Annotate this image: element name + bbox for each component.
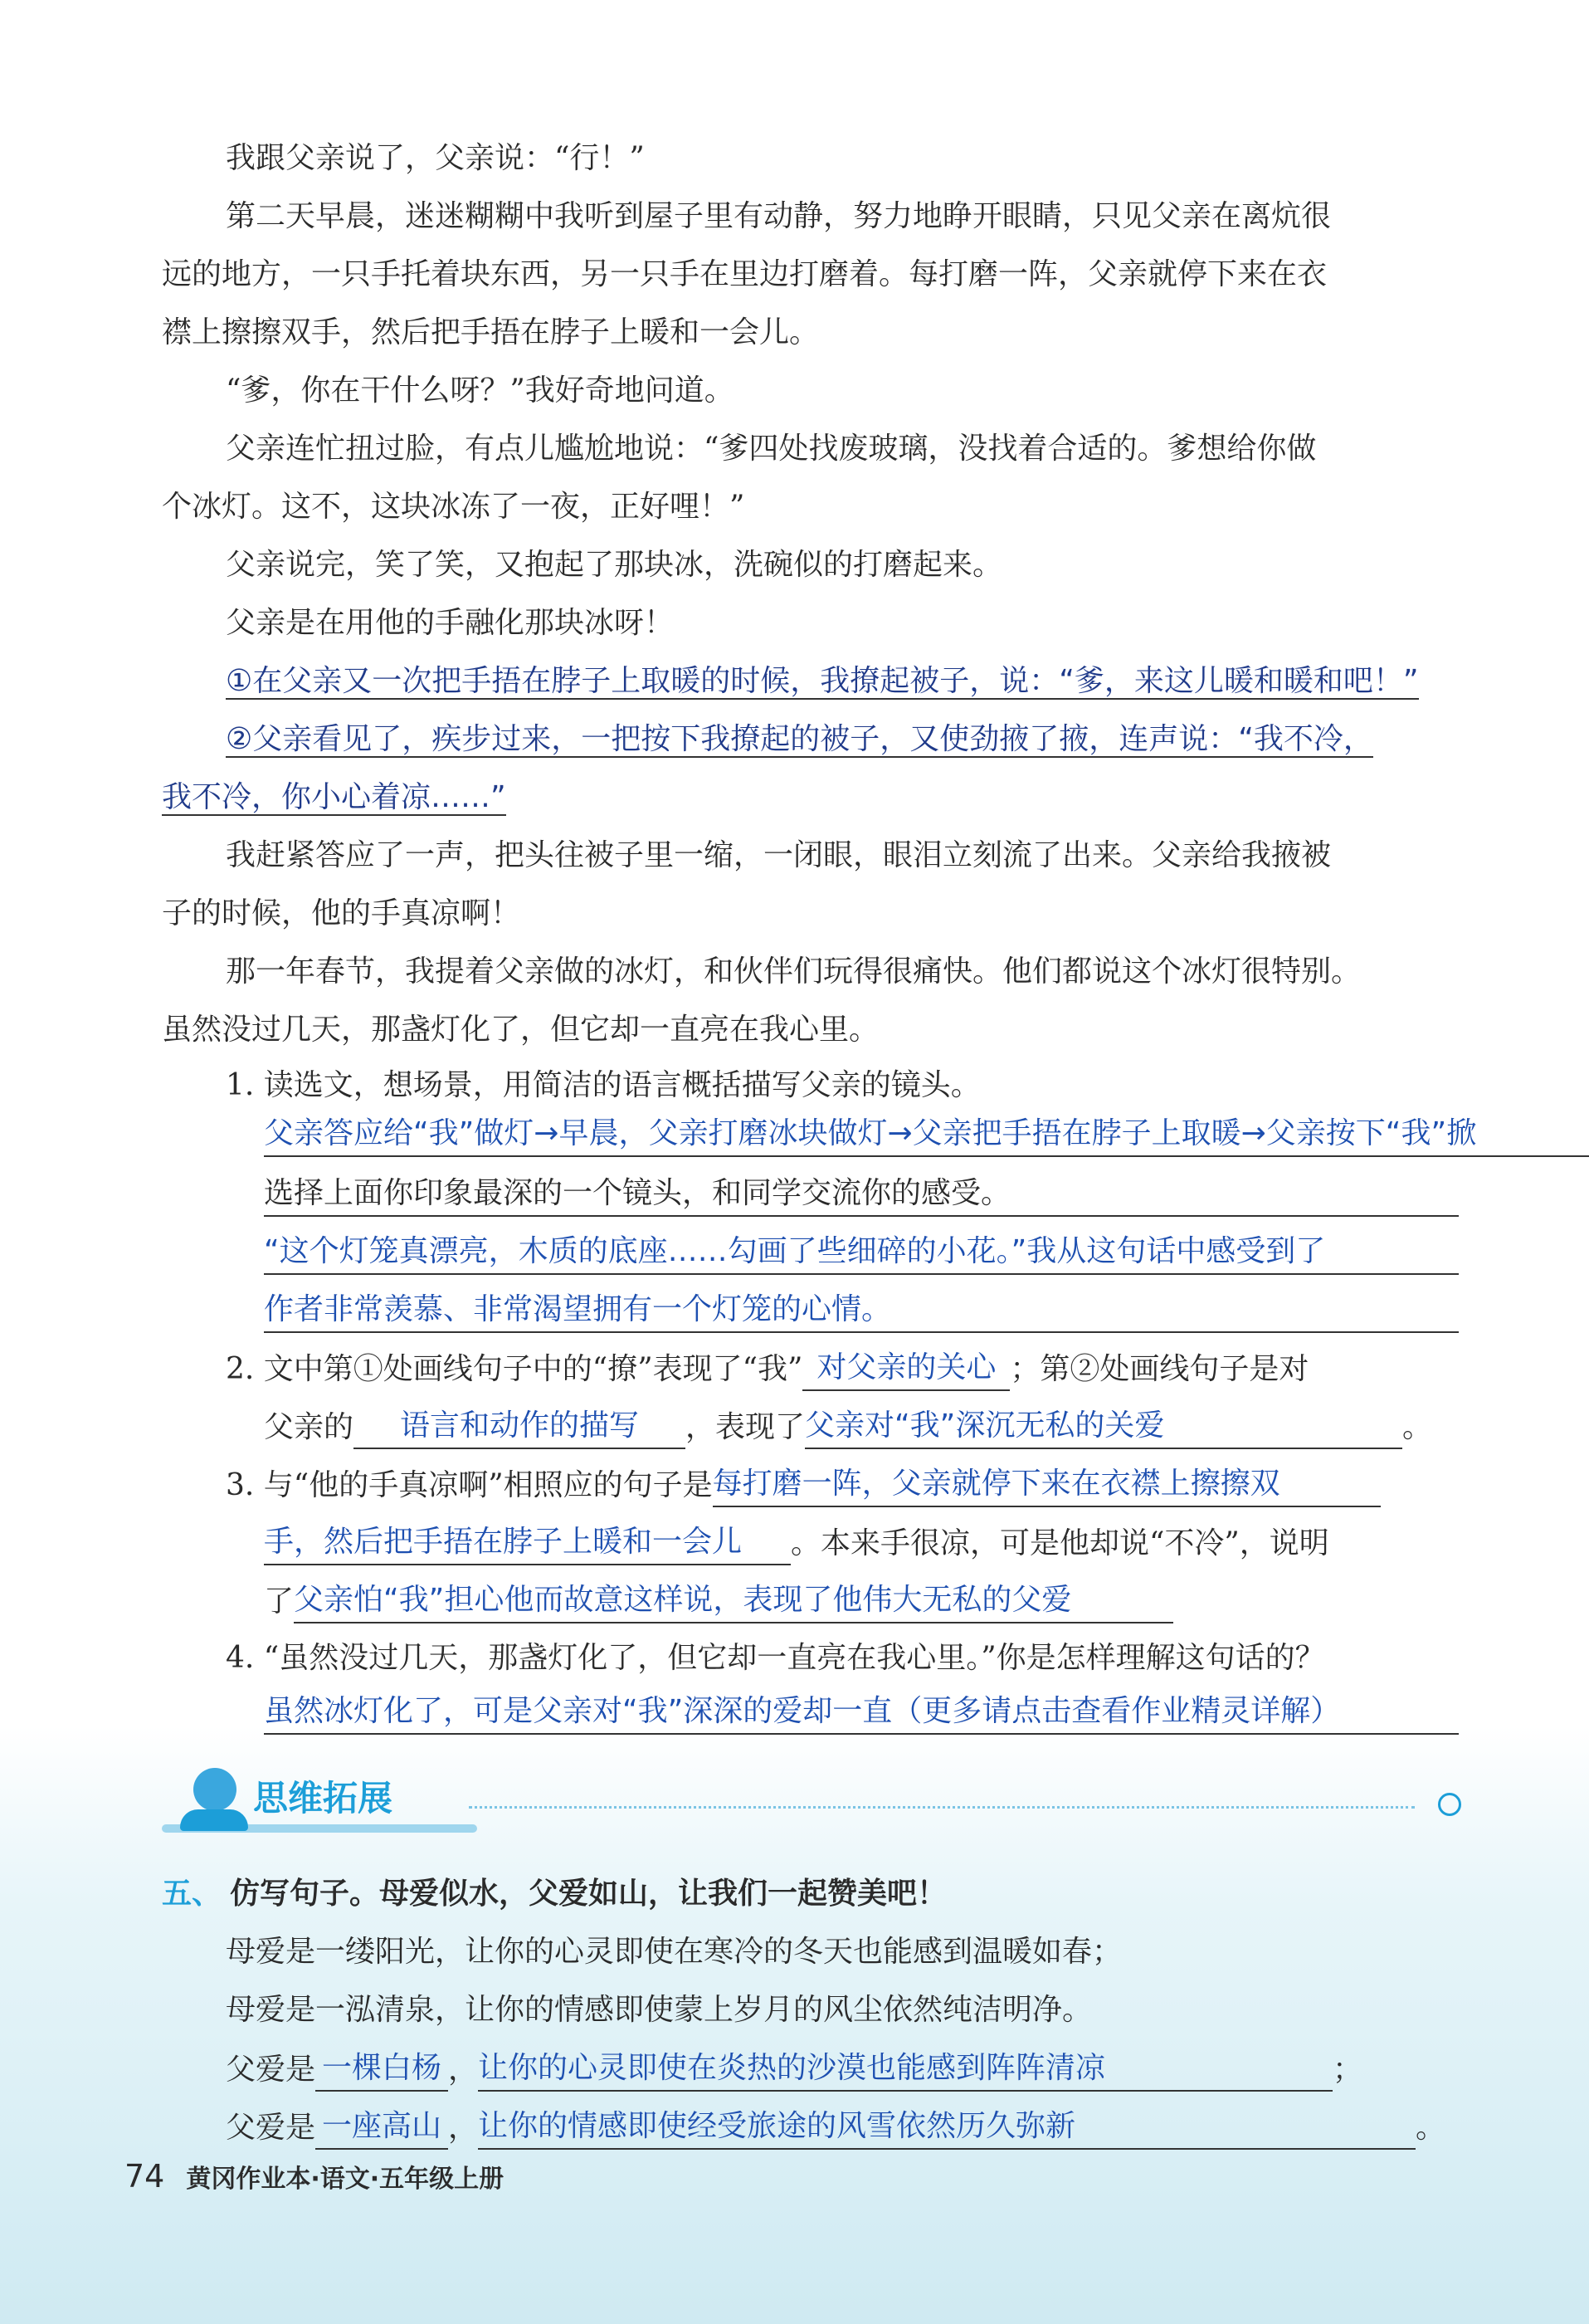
story-paragraph: 襟上擦擦双手，然后把手捂在脖子上暖和一会儿。 [162, 315, 820, 349]
question-5-blank-1[interactable]: 一棵白杨 [315, 2047, 448, 2092]
question-5-line-2 [226, 2105, 1445, 2150]
spiral-icon [1438, 1793, 1461, 1816]
story-paragraph: 我跟父亲说了，父亲说：“行！” [226, 141, 645, 175]
question-2-text: ；第②处画线句子是对 [1010, 1352, 1309, 1386]
question-5-blank-3[interactable]: 一座高山 [315, 2105, 448, 2150]
question-3-blank-1b[interactable]: 手，然后把手捂在脖子上暖和一会儿 [264, 1521, 791, 1565]
dotted-divider [469, 1806, 1415, 1809]
example-sentence: 母爱是一泓清泉，让你的情感即使蒙上岁月的风尘依然纯洁明净。 [226, 1993, 1093, 2027]
page-footer [124, 2158, 504, 2195]
question-5-blank-4[interactable]: 让你的情感即使经受旅途的风雪依然历久弥新 [478, 2105, 1416, 2150]
question-3-line-2 [264, 1521, 1329, 1565]
story-paragraph: 子的时候，他的手真凉啊！ [162, 896, 521, 930]
story-paragraph: “爹，你在干什么呀？”我好奇地问道。 [226, 374, 734, 408]
question-5-text: 仿写句子。母爱似水，父爱如山，让我们一起赞美吧！ [230, 1877, 948, 1911]
question-2-blank-1[interactable]: 对父亲的关心 [802, 1346, 1010, 1391]
surfboard-icon [180, 1809, 248, 1831]
question-1-answer-2a[interactable]: “这个灯笼真漂亮，木质的底座……勾画了些细碎的小花。”我从这句话中感受到了 [264, 1230, 1459, 1275]
story-paragraph: 第二天早晨，迷迷糊糊中我听到屋子里有动静，努力地睁开眼睛，只见父亲在离炕很 [226, 199, 1332, 233]
story-paragraph: 父亲是在用他的手融化那块冰呀！ [226, 606, 675, 640]
question-5-number: 五、 [162, 1877, 222, 1911]
question-3-line-1 [226, 1462, 1381, 1507]
story-paragraph: 我赶紧答应了一声，把头往被子里一缩，一闭眼，眼泪立刻流了出来。父亲给我掖被 [226, 838, 1332, 872]
question-2-text: 2. 文中第①处画线句子中的“撩”表现了“我” [226, 1352, 803, 1386]
book-title: 黄冈作业本·语文·五年级上册 [186, 2165, 504, 2194]
question-4-answer[interactable]: 虽然冰灯化了，可是父亲对“我”深深的爱却一直（更多请点击查看作业精灵详解） [264, 1690, 1459, 1735]
question-1-prompt: 1. 读选文，想场景，用简洁的语言概括描写父亲的镜头。 [226, 1068, 981, 1102]
question-3-text: 3. 与“他的手真凉啊”相照应的句子是 [226, 1468, 713, 1502]
question-1-answer[interactable]: 父亲答应给“我”做灯→早晨，父亲打磨冰块做灯→父亲把手捂在脖子上取暖→父亲按下“我”掀 [264, 1112, 1589, 1157]
question-2-blank-2[interactable]: 语言和动作的描写 [353, 1404, 685, 1449]
question-3-blank-1a[interactable]: 每打磨一阵，父亲就停下来在衣襟上擦擦双 [713, 1462, 1381, 1507]
example-sentence: 母爱是一缕阳光，让你的心灵即使在寒冷的冬天也能感到温暖如春； [226, 1935, 1123, 1969]
question-5-text: ， [448, 2111, 479, 2145]
question-5-blank-2[interactable]: 让你的心灵即使在炎热的沙漠也能感到阵阵清凉 [478, 2047, 1333, 2092]
story-paragraph: 父亲连忙扭过脸，有点儿尴尬地说：“爹四处找废玻璃，没找着合适的。爹想给你做 [226, 432, 1317, 466]
story-paragraph: 虽然没过几天，那盏灯化了，但它却一直亮在我心里。 [162, 1013, 880, 1047]
page-number: 74 [124, 2158, 165, 2195]
question-3-line-3 [264, 1579, 1173, 1623]
question-4-prompt: 4. “虽然没过几天，那盏灯化了，但它却一直亮在我心里。”你是怎样理解这句话的？ [226, 1641, 1325, 1675]
story-paragraph: 个冰灯。这不，这块冰冻了一夜，正好哩！” [162, 490, 745, 524]
underlined-sentence-1: ①在父亲又一次把手捂在脖子上取暖的时候，我撩起被子，说：“爹，来这儿暖和暖和吧！” [226, 664, 1419, 698]
question-2-text: ，表现了 [685, 1410, 806, 1444]
question-5-text: ， [448, 2053, 479, 2087]
story-paragraph: 远的地方，一只手托着块东西，另一只手在里边打磨着。每打磨一阵，父亲就停下来在衣 [162, 257, 1328, 291]
question-5-text: 。 [1416, 2111, 1446, 2145]
question-2-text: 。 [1402, 1410, 1433, 1444]
question-5-prompt [162, 1872, 947, 1916]
question-3-text: 了 [264, 1584, 295, 1618]
question-5-text: 父爱是 [226, 2111, 316, 2145]
question-5-text: ； [1333, 2053, 1363, 2087]
underlined-sentence-2a: ②父亲看见了，疾步过来，一把按下我撩起的被子，又使劲掖了掖，连声说：“我不冷， [226, 722, 1373, 756]
question-3-text: 。本来手很凉，可是他却说“不冷”，说明 [791, 1526, 1329, 1560]
question-2-line-1 [226, 1346, 1309, 1391]
question-2-text: 父亲的 [264, 1410, 354, 1444]
mascot-icon [193, 1768, 236, 1811]
question-3-blank-2[interactable]: 父亲怕“我”担心他而故意这样说，表现了他伟大无私的父爱 [294, 1579, 1173, 1623]
underlined-sentence-2b: 我不冷，你小心着凉……” [162, 780, 506, 814]
story-paragraph: 那一年春节，我提着父亲做的冰灯，和伙伴们玩得很痛快。他们都说这个冰灯很特别。 [226, 954, 1362, 989]
section-title: 思维拓展 [253, 1778, 393, 1819]
section-header [162, 1768, 1456, 1834]
question-1-answer-2b[interactable]: 作者非常羡慕、非常渴望拥有一个灯笼的心情。 [264, 1288, 1459, 1333]
question-2-blank-3[interactable]: 父亲对“我”深沉无私的关爱 [805, 1404, 1402, 1449]
question-2-line-2 [264, 1404, 1432, 1449]
story-paragraph: 父亲说完，笑了笑，又抱起了那块冰，洗碗似的打磨起来。 [226, 548, 1003, 582]
question-5-line-1 [226, 2047, 1362, 2092]
question-5-text: 父爱是 [226, 2053, 316, 2087]
question-1-prompt-2: 选择上面你印象最深的一个镜头，和同学交流你的感受。 [264, 1172, 1459, 1217]
